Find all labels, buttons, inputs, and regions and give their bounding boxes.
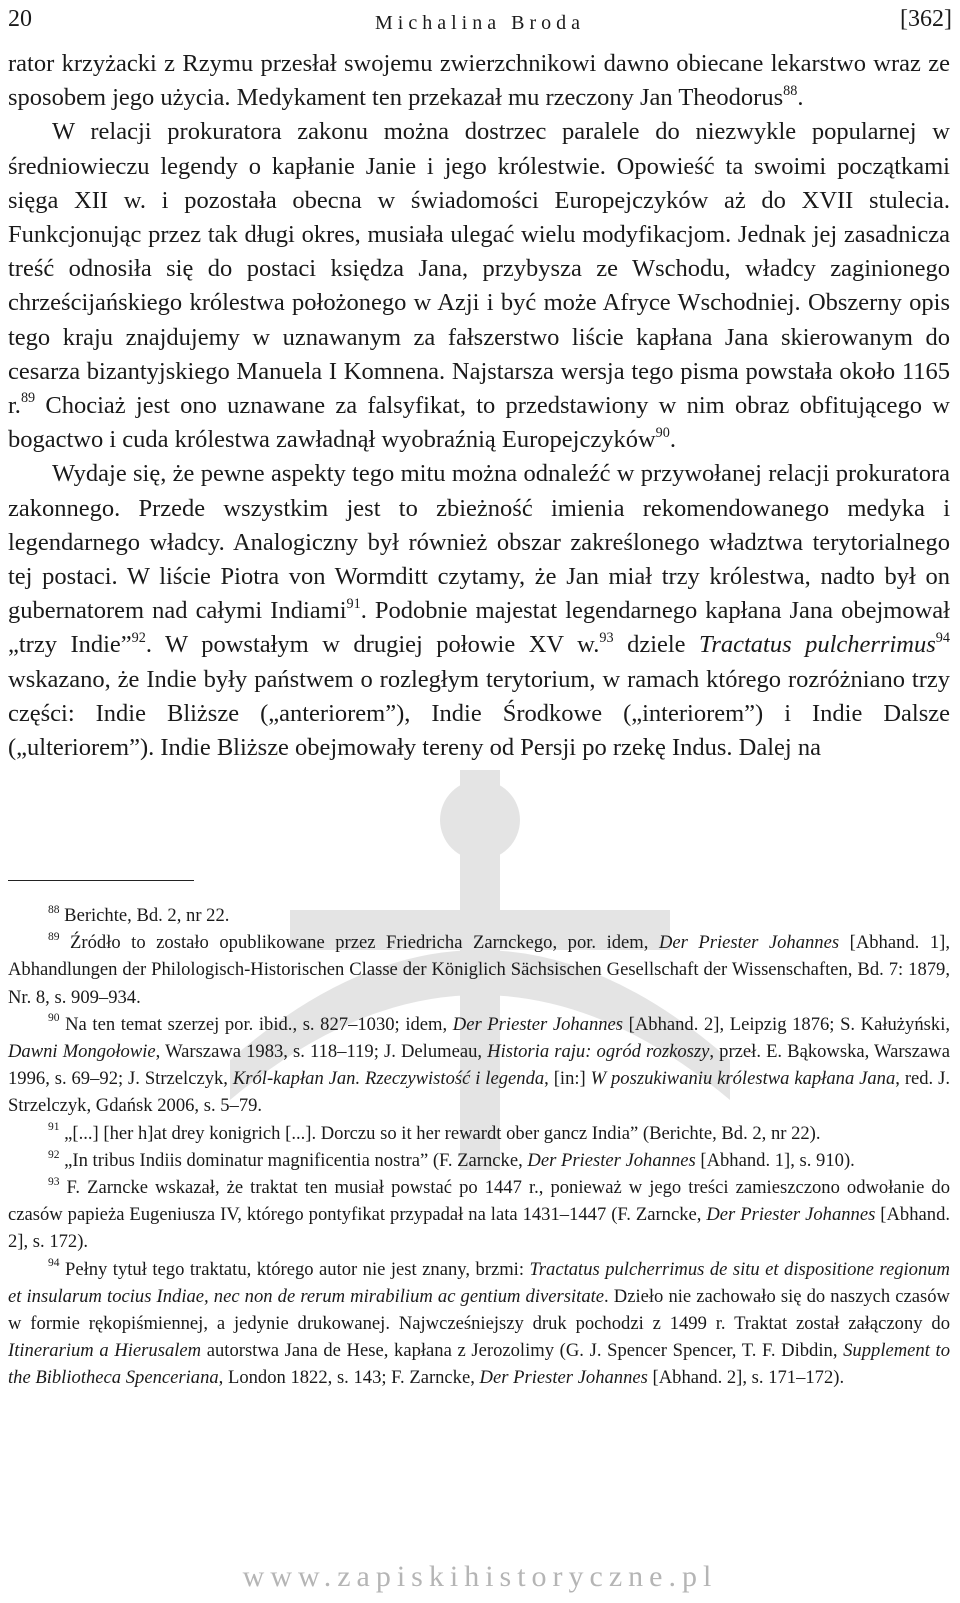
italic-title: Supplement to the Bibliotheca Spenceriana bbox=[8, 1340, 950, 1389]
italic-title: Tractatus pulcherrimus de situ et dispositione regionum et insularum tocius Indiae, nec non de rerum mirabilium ac gentium diversitate bbox=[8, 1258, 950, 1307]
text-run: Źródło to zostało opublikowane przez Friedricha Zarnckego, por. idem, bbox=[59, 932, 659, 954]
text-run: dziele bbox=[613, 631, 700, 659]
text-run: , Warszawa 1983, s. 118–119; J. Delumeau, bbox=[155, 1041, 488, 1063]
footnote-reference: 93 bbox=[599, 629, 614, 646]
text-run: . Dzieło nie zachowało się do naszych czasów w formie rękopiśmiennej, a jedynie drukowanej. Najwcześniejszy druk pochodzi z 1499 r. Traktat został załączony do bbox=[8, 1285, 950, 1335]
text-run: Pełny tytuł tego traktatu, którego autor nie jest znany, brzmi: bbox=[59, 1258, 530, 1280]
footnote bbox=[8, 1174, 950, 1256]
footnote bbox=[8, 929, 950, 1011]
italic-title: Der Priester Johannes bbox=[452, 1013, 624, 1035]
italic-title: Tractatus pulcherrimus bbox=[699, 631, 936, 659]
text-run: F. Zarncke wskazał, że traktat ten musiał powstać po 1447 r., ponieważ w jego treści zamieszczono odwołanie do czasów papieża Eugeniusza IV, którego pontyfikat przypadał na lata 1431–1447 (F. Zarncke, bbox=[8, 1177, 950, 1226]
italic-title: Historia raju: ogród rozkoszy bbox=[487, 1041, 710, 1063]
italic-title: Der Priester Johannes bbox=[527, 1149, 696, 1171]
footnote-reference: 88 bbox=[783, 82, 798, 99]
footnote-reference: 91 bbox=[346, 595, 361, 612]
running-title: Michalina Broda bbox=[375, 12, 585, 34]
text-run: , przeł. E. Bąkowska, Warszawa 1996, s. 69–92; J. Strzelczyk, bbox=[8, 1041, 950, 1090]
text-run: . bbox=[797, 84, 804, 112]
text-run: [Abhand. 2], s. 171–172). bbox=[647, 1367, 845, 1389]
footnote bbox=[8, 1120, 950, 1147]
text-run: „[...] [her h]at drey konigrich [...]. Dorczu so it her rewardt ober gancz India” (Berichte, Bd. 2, nr 22). bbox=[59, 1122, 821, 1144]
text-run: autorstwa Jana de Hese, kapłana z Jerozolimy (G. J. Spencer Spencer, T. F. Dibdin, bbox=[201, 1340, 844, 1362]
italic-title: Der Priester Johannes bbox=[706, 1204, 876, 1226]
page-number: 20 bbox=[8, 6, 32, 32]
text-run: W relacji prokuratora zakonu można dostrzec paralele do niezwykle popularnej w średniowieczu legendy o kapłanie Janie i jego królestwie. Opowieść ta swoimi początkami sięga XII w. i pozostała obecna w świadomości Europejczyków aż do XVII stulecia. Funkcjonując przez tak długi okres, musiała ulegać wielu modyfikacjom. Jednak jej zasadnicza treść odnosiła się do postaci księdza Jana, przybysza ze Wschodu, władcy zaginionego chrześcijańskiego królestwa położonego w Azji i być może Afryce Wschodniej. Obszerny opis tego kraju znajdujemy w uznawanym za fałszerstwo liście kapłana Jana skierowanym do cesarza bizantyjskiego Manuela I Komnena. Najstarsza wersja tego pisma powstała około 1165 r. bbox=[8, 118, 950, 420]
footnotes bbox=[8, 902, 950, 1392]
text-run: „In tribus Indiis dominatur magnificentia nostra” (F. Zarncke, bbox=[59, 1149, 528, 1171]
italic-title: Król-kapłan Jan. Rzeczywistość i legenda bbox=[232, 1068, 545, 1090]
text-run: wskazano, że Indie były państwem o rozległym terytorium, w ramach którego rozróżniano trzy części: Indie Bliższe („anteriorem”), Indie Środkowe („interiorem”) i Indie Dalsze („ulteriorem”). Indie Bliższe obejmowały tereny od Persji po rzekę Indus. Dalej na bbox=[8, 665, 950, 762]
body-paragraph bbox=[8, 457, 950, 765]
text-run: [Abhand. 1], s. 910). bbox=[695, 1149, 855, 1171]
footnote-reference: 92 bbox=[131, 629, 146, 646]
italic-title: W poszukiwaniu królestwa kapłana Jana bbox=[590, 1068, 896, 1090]
footnote-reference: 89 bbox=[20, 390, 36, 407]
footnote-reference: 90 bbox=[655, 424, 670, 441]
footnote-reference: 94 bbox=[935, 629, 950, 646]
footnote bbox=[8, 1011, 950, 1120]
text-run: , [in:] bbox=[544, 1068, 591, 1090]
text-run: . Podobnie majestat legendarnego kapłana Jana obejmował „trzy Indie” bbox=[8, 597, 950, 659]
main-body-text bbox=[8, 47, 950, 765]
text-run: [Abhand. 1], Abhandlungen der Philologisch-Historischen Classe der Königlich Sächsischen Gesellschaft der Wissenschaften, Bd. 7: 1879, Nr. 8, s. 909–934. bbox=[8, 932, 951, 1008]
page-header bbox=[8, 6, 952, 40]
journal-page-reference: [362] bbox=[900, 6, 952, 32]
text-run: , red. J. Strzelczyk, Gdańsk 2006, s. 5–79. bbox=[8, 1068, 950, 1117]
text-run: Berichte, Bd. 2, nr 22. bbox=[59, 905, 230, 926]
text-run: . bbox=[669, 426, 676, 454]
italic-title: Itinerarium a Hierusalem bbox=[8, 1340, 202, 1362]
italic-title: Der Priester Johannes bbox=[658, 932, 840, 954]
footnote-reference: 94 bbox=[48, 1257, 60, 1270]
footnote-reference: 91 bbox=[48, 1121, 60, 1134]
text-run: [Abhand. 2], Leipzig 1876; S. Kałużyński, bbox=[623, 1013, 951, 1035]
text-run: . W powstałym w drugiej połowie XV w. bbox=[145, 631, 600, 659]
text-run: Chociaż jest ono uznawane za falsyfikat, to przedstawiony w nim obraz obfitującego w bogactwo i cuda królestwa zawładnął wyobraźnią Europejczyków bbox=[8, 392, 950, 454]
footnote-reference: 88 bbox=[48, 903, 60, 916]
text-run: Wydaje się, że pewne aspekty tego mitu można odnaleźć w przywołanej relacji prokuratora zakonnego. Przede wszystkim jest to zbieżność imienia rekomendowanego medyka i legendarnego władcy. Analogiczny był również obszar zakreślonego władztwa terytorialnego tej postaci. W liście Piotra von Wormditt czytamy, że Jan miał trzy królestwa, nadto był on gubernatorem nad całymi Indiami bbox=[8, 460, 950, 625]
footnote bbox=[8, 902, 950, 929]
italic-title: Der Priester Johannes bbox=[479, 1367, 648, 1389]
footnote bbox=[8, 1147, 950, 1174]
footnote-reference: 93 bbox=[48, 1175, 60, 1188]
body-paragraph bbox=[8, 115, 950, 457]
body-paragraph bbox=[8, 47, 950, 115]
footnote-separator bbox=[8, 880, 194, 881]
footnote-reference: 89 bbox=[48, 930, 60, 943]
text-run: [Abhand. 2], s. 172). bbox=[8, 1204, 951, 1253]
text-run: rator krzyżacki z Rzymu przesłał swojemu zwierzchnikowi dawno obiecane lekarstwo wraz ze sposobem jego użycia. Medykament ten przekazał mu rzeczony Jan Theodorus bbox=[8, 50, 950, 112]
footnote bbox=[8, 1256, 950, 1392]
footnote-reference: 90 bbox=[48, 1012, 60, 1025]
site-watermark: www.zapiskihistoryczne.pl bbox=[242, 1560, 718, 1593]
italic-title: Dawni Mongołowie bbox=[8, 1041, 156, 1063]
footnote-reference: 92 bbox=[48, 1148, 60, 1161]
text-run: Na ten temat szerzej por. ibid., s. 827–1030; idem, bbox=[59, 1013, 453, 1035]
text-run: , London 1822, s. 143; F. Zarncke, bbox=[218, 1367, 480, 1389]
